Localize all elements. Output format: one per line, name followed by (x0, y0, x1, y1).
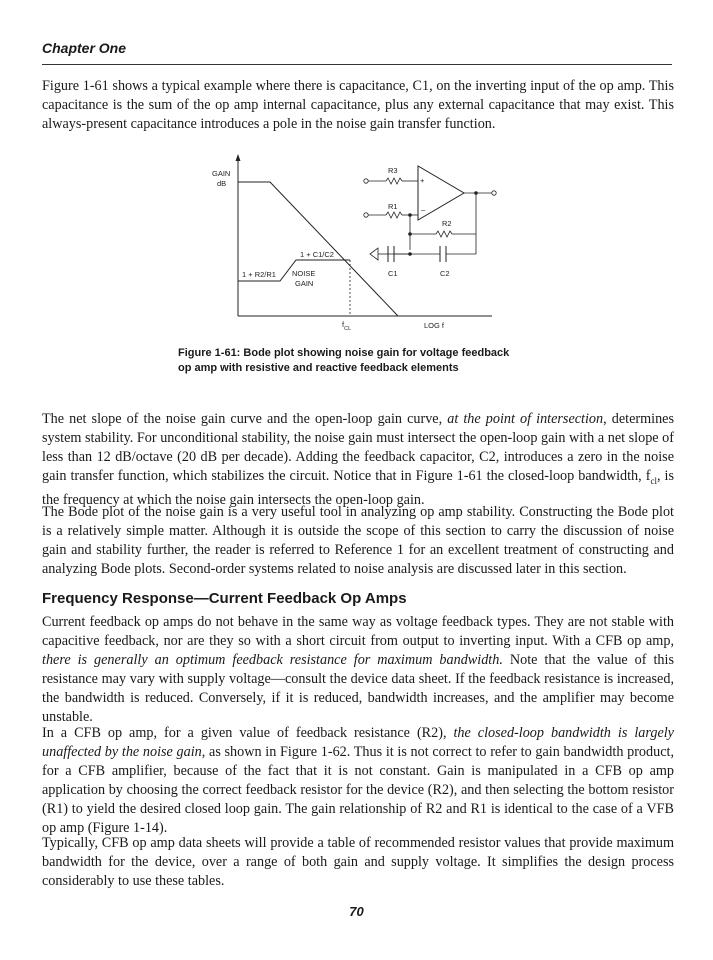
paragraph-bode-plot: The Bode plot of the noise gain is a very useful tool in analyzing op amp stability. Constructing the Bode plot is a relatively simple matter. Although it is outside the scope of this section to carry the discussion of noise gain and stability further, the reader is referred to Reference 1 for an excellent treatment of constructing and analyzing Bode plots. Second-order systems related to noise analysis are discussed later in this section. (42, 504, 674, 577)
page-number: 70 (349, 904, 364, 919)
para4-text-b: Note that the value of this resistance may vary with supply voltage—consult the device data sheet. If the feedback resistance is increased, the bandwidth is reduced. Conversely, if it is reduced, bandwidth increases, and the amplifier may become unstable. (42, 652, 674, 725)
para5-italic: the closed-loop bandwidth is largely unaffected by the noise gain (42, 725, 674, 760)
para2-text-b: , determines system stability. For unconditional stability, the noise gain must intersect the open-loop gain with a net slope of less than 12 dB/octave (20 dB per decade). Adding the feedback capacitor, C2, introduces a zero in the noise gain transfer function, which stabilizes the circuit. Notice that in Figure 1-61 the closed-loop bandwidth, f (42, 411, 674, 484)
noise-gain-label: GAIN (295, 279, 314, 288)
c-node (408, 252, 412, 256)
level-1-label: 1 + R2/R1 (242, 270, 276, 279)
chapter-header: Chapter One (42, 40, 127, 56)
c1-label: C1 (388, 269, 398, 278)
para5-text-a: In a CFB op amp, for a given value of feedback resistance (R2), (42, 725, 454, 741)
fcl-subscript: CL (344, 326, 352, 332)
figure-caption (178, 346, 558, 376)
r1-terminal (364, 213, 368, 217)
para2-text-c: , is the frequency at which the noise gain intersects the open-loop gain. (42, 468, 674, 508)
bode-plot-diagram (200, 150, 520, 340)
noise-label: NOISE (292, 269, 316, 278)
db-label-text: dB (217, 179, 227, 188)
r1-label: R1 (388, 202, 398, 211)
inverting-node (408, 213, 412, 217)
log-f-label: LOG f (424, 321, 445, 330)
para5-text-b: , as shown in Figure 1-62. Thus it is not correct to refer to gain bandwidth product, for a CFB amplifier, because of the fact that it is not constant. Gain is manipulated in a CFB op amp application by choosing the correct feedback resistor for the device (R2), and then selecting the bottom resistor (R1) to yield the desired closed loop gain. The gain relationship of R2 and R1 is identical to the case of a VFB op amp (Figure 1-14). (42, 744, 674, 836)
header-rule (42, 64, 672, 65)
para2-subscript: cl (650, 475, 657, 486)
intro-paragraph: Figure 1-61 shows a typical example where there is capacitance, C1, on the inverting input of the op amp. This capacitance is the sum of the op amp internal capacitance, plus any external capacitance that may exist. This always-present capacitance introduces a pole in the noise gain transfer function. (42, 78, 674, 132)
output-terminal (492, 191, 496, 195)
r3-label: R3 (388, 166, 398, 175)
r1-resistor (386, 212, 402, 218)
fcl-main: f (342, 320, 345, 329)
caption-line-2: op amp with resistive and reactive feedback elements (178, 362, 459, 374)
y-axis-arrow-icon (236, 154, 241, 161)
ground-icon (370, 248, 378, 260)
gain-label: GAIN (212, 169, 231, 178)
r2-label: R2 (442, 219, 452, 228)
r3-resistor (386, 178, 402, 184)
inverting-sign: – (421, 205, 426, 214)
paragraph-stability (42, 410, 674, 510)
section-heading: Frequency Response—Current Feedback Op Amps (42, 590, 407, 607)
noninverting-sign: + (420, 176, 425, 185)
level-2-label: 1 + C1/C2 (300, 250, 334, 259)
r3-terminal (364, 179, 368, 183)
r2-resistor (436, 231, 452, 237)
para4-italic: there is generally an optimum feedback resistance for maximum bandwidth. (42, 652, 503, 668)
c2-label: C2 (440, 269, 450, 278)
paragraph-cfb-intro (42, 613, 674, 727)
paragraph-datasheets: Typically, CFB op amp data sheets will provide a table of recommended resistor values that provide maximum bandwidth for the device, over a range of both gain and supply voltage. It simplifies the design process considerably to use these tables. (42, 835, 674, 889)
figure-1-61 (200, 150, 520, 340)
paragraph-cfb-gain (42, 724, 674, 838)
op-amp-circuit (364, 166, 496, 278)
para2-text-a: The net slope of the noise gain curve and the open-loop gain curve, (42, 411, 448, 427)
para2-italic: at the point of intersection (447, 411, 604, 427)
fcl-label (342, 320, 351, 332)
open-loop-gain-curve (238, 182, 398, 316)
caption-line-1: Figure 1-61: Bode plot showing noise gain for voltage feedback (178, 347, 510, 359)
para4-text-a: Current feedback op amps do not behave in the same way as voltage feedback types. They are not stable with capacitive feedback, nor are they so with a short circuit from output to inverting input. With a CFB op amp, (42, 614, 674, 649)
